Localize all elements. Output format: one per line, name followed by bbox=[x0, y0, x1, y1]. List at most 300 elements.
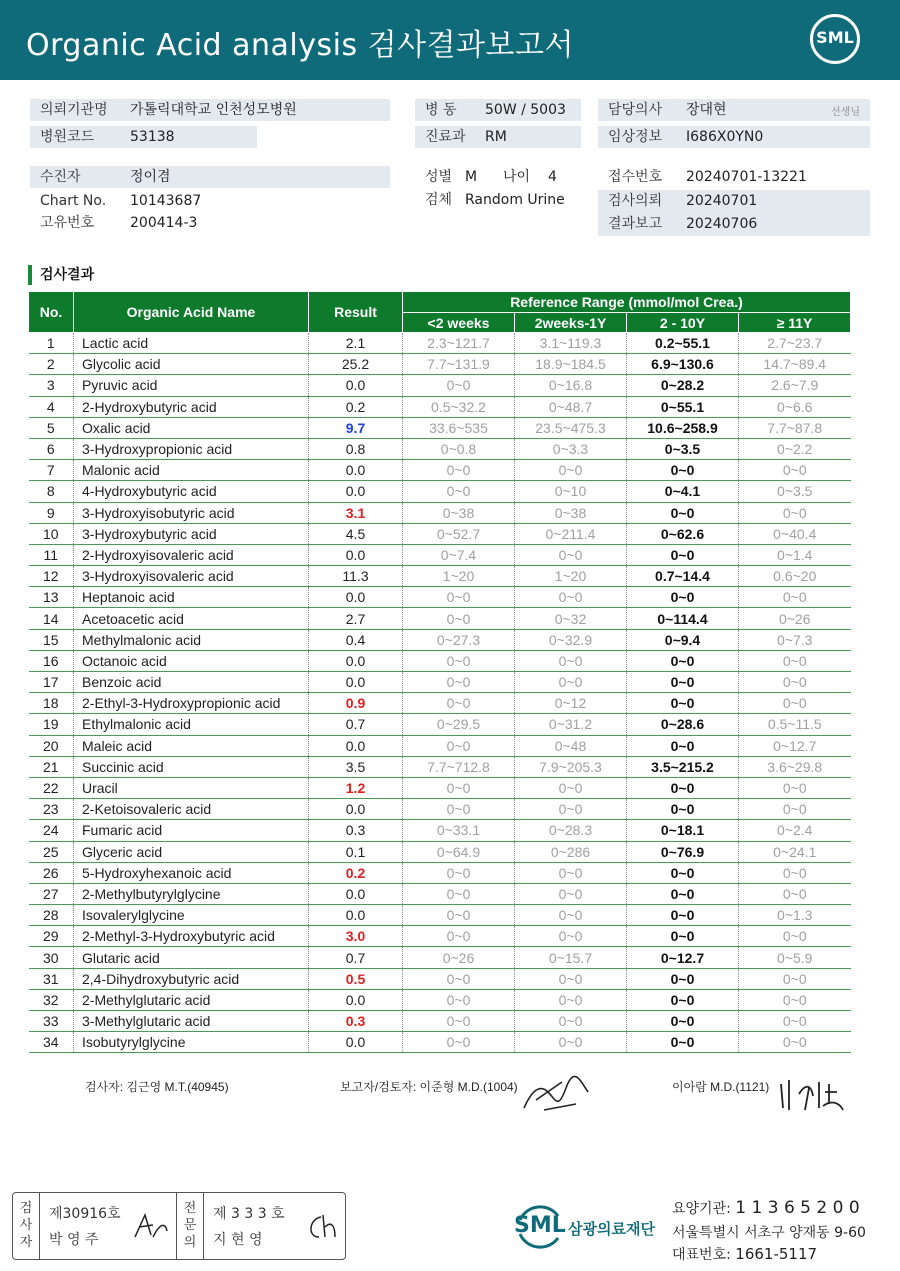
ref-2w-1y: 1~20 bbox=[515, 566, 627, 587]
row-number: 11 bbox=[29, 544, 74, 565]
footer-code-label: 요양기관: bbox=[672, 1201, 731, 1217]
results-table bbox=[28, 291, 851, 1053]
footer-phone-line bbox=[672, 1244, 817, 1264]
result-value: 0.2 bbox=[309, 396, 403, 417]
table-row bbox=[29, 693, 851, 714]
ref-2w-1y: 3.1~119.3 bbox=[515, 333, 627, 354]
footer-org-name: 삼광의료재단 bbox=[568, 1220, 655, 1238]
ref-under-2w: 0~0 bbox=[403, 1032, 515, 1053]
row-number: 23 bbox=[29, 799, 74, 820]
report-title: Organic Acid analysis 검사결과보고서 bbox=[26, 28, 574, 63]
acid-name: Ethylmalonic acid bbox=[74, 714, 309, 735]
age-value: 4 bbox=[548, 169, 557, 185]
ref-11y-plus: 0~24.1 bbox=[739, 841, 851, 862]
table-row bbox=[29, 629, 851, 650]
result-value: 2.1 bbox=[309, 333, 403, 354]
ref-2w-1y: 0~0 bbox=[515, 460, 627, 481]
ref-under-2w: 2.3~121.7 bbox=[403, 333, 515, 354]
ref-11y-plus: 0~6.6 bbox=[739, 396, 851, 417]
ref-11y-plus: 0~5.9 bbox=[739, 947, 851, 968]
ref-under-2w: 0~0 bbox=[403, 862, 515, 883]
sml-logo bbox=[810, 14, 860, 64]
dept-label: 진료과 bbox=[425, 129, 466, 145]
acid-name: Acetoacetic acid bbox=[74, 608, 309, 629]
row-number: 30 bbox=[29, 947, 74, 968]
row-number: 16 bbox=[29, 650, 74, 671]
ref-11y-plus: 0~0 bbox=[739, 693, 851, 714]
ref-11y-plus: 2.6~7.9 bbox=[739, 375, 851, 396]
report-label: 결과보고 bbox=[608, 216, 663, 232]
ref-under-2w: 0~38 bbox=[403, 502, 515, 523]
ref-2-10y: 0~4.1 bbox=[627, 481, 739, 502]
row-number: 27 bbox=[29, 883, 74, 904]
row-number: 2 bbox=[29, 354, 74, 375]
row-number: 6 bbox=[29, 438, 74, 459]
header-result: Result bbox=[309, 292, 403, 333]
request-report-field bbox=[598, 190, 870, 236]
unique-value: 200414-3 bbox=[130, 215, 198, 231]
acid-name: Glycolic acid bbox=[74, 354, 309, 375]
chart-field bbox=[30, 190, 390, 212]
md2-signature-image bbox=[775, 1074, 847, 1114]
ref-under-2w: 0~0 bbox=[403, 608, 515, 629]
ref-2w-1y: 0~3.3 bbox=[515, 438, 627, 459]
report-value: 20240706 bbox=[686, 216, 758, 232]
ref-under-2w: 1~20 bbox=[403, 566, 515, 587]
table-row bbox=[29, 883, 851, 904]
table-row bbox=[29, 968, 851, 989]
acid-name: 2-Ethyl-3-Hydroxypropionic acid bbox=[74, 693, 309, 714]
receipt-value: 20240701-13221 bbox=[686, 169, 807, 185]
ref-under-2w: 0~64.9 bbox=[403, 841, 515, 862]
result-value: 0.0 bbox=[309, 587, 403, 608]
ref-2-10y: 0~76.9 bbox=[627, 841, 739, 862]
result-value: 0.0 bbox=[309, 544, 403, 565]
ref-under-2w: 0~0 bbox=[403, 481, 515, 502]
ref-2w-1y: 0~0 bbox=[515, 926, 627, 947]
acid-name: Malonic acid bbox=[74, 460, 309, 481]
ref-2w-1y: 7.9~205.3 bbox=[515, 756, 627, 777]
ref-under-2w: 33.6~535 bbox=[403, 417, 515, 438]
result-value: 0.0 bbox=[309, 905, 403, 926]
stamp-right-no: 제 3 3 3 호 bbox=[213, 1206, 285, 1222]
table-row bbox=[29, 672, 851, 693]
ref-11y-plus: 2.7~23.7 bbox=[739, 333, 851, 354]
stamp-right-name: 지 현 영 bbox=[213, 1232, 263, 1248]
row-number: 26 bbox=[29, 862, 74, 883]
acid-name: 3-Hydroxybutyric acid bbox=[74, 523, 309, 544]
header-range: <2 weeks bbox=[403, 313, 515, 333]
table-row bbox=[29, 608, 851, 629]
ref-2-10y: 0~18.1 bbox=[627, 820, 739, 841]
ref-2w-1y: 0~15.7 bbox=[515, 947, 627, 968]
result-value: 3.0 bbox=[309, 926, 403, 947]
ref-under-2w: 0~52.7 bbox=[403, 523, 515, 544]
row-number: 21 bbox=[29, 756, 74, 777]
acid-name: 2-Hydroxyisovaleric acid bbox=[74, 544, 309, 565]
row-number: 8 bbox=[29, 481, 74, 502]
ref-2w-1y: 0~0 bbox=[515, 544, 627, 565]
age-label: 나이 bbox=[503, 169, 531, 185]
acid-name: 3-Hydroxyisobutyric acid bbox=[74, 502, 309, 523]
ref-2w-1y: 0~0 bbox=[515, 672, 627, 693]
ref-under-2w: 0~0 bbox=[403, 883, 515, 904]
result-value: 3.5 bbox=[309, 756, 403, 777]
table-row bbox=[29, 417, 851, 438]
acid-name: Isovalerylglycine bbox=[74, 905, 309, 926]
row-number: 18 bbox=[29, 693, 74, 714]
report-header bbox=[0, 0, 900, 80]
ref-2w-1y: 0~0 bbox=[515, 883, 627, 904]
request-label: 검사의뢰 bbox=[608, 193, 663, 209]
acid-name: 2,4-Dihydroxybutyric acid bbox=[74, 968, 309, 989]
receipt-field bbox=[598, 166, 870, 188]
result-value: 1.2 bbox=[309, 777, 403, 798]
stamp-left-no: 제30916호 bbox=[49, 1206, 121, 1222]
row-number: 13 bbox=[29, 587, 74, 608]
ref-2w-1y: 0~10 bbox=[515, 481, 627, 502]
ref-2-10y: 0~0 bbox=[627, 735, 739, 756]
footer-phone-label: 대표번호: bbox=[672, 1247, 731, 1263]
ref-under-2w: 0~0 bbox=[403, 799, 515, 820]
clinical-label: 임상정보 bbox=[608, 129, 663, 145]
ref-2-10y: 0~55.1 bbox=[627, 396, 739, 417]
result-value: 0.2 bbox=[309, 862, 403, 883]
acid-name: Benzoic acid bbox=[74, 672, 309, 693]
row-number: 29 bbox=[29, 926, 74, 947]
table-row bbox=[29, 947, 851, 968]
ref-under-2w: 0~0 bbox=[403, 460, 515, 481]
ref-under-2w: 0~26 bbox=[403, 947, 515, 968]
acid-name: Fumaric acid bbox=[74, 820, 309, 841]
ref-11y-plus: 0~0 bbox=[739, 989, 851, 1010]
table-row bbox=[29, 862, 851, 883]
result-value: 0.7 bbox=[309, 947, 403, 968]
acid-name: Octanoic acid bbox=[74, 650, 309, 671]
specimen-value: Random Urine bbox=[465, 192, 565, 208]
ref-2w-1y: 0~211.4 bbox=[515, 523, 627, 544]
tester-signature-label: 검사자: 김근영 M.T.(40945) bbox=[85, 1080, 229, 1094]
ref-under-2w: 0~0 bbox=[403, 926, 515, 947]
table-row bbox=[29, 544, 851, 565]
request-value: 20240701 bbox=[686, 193, 758, 209]
ward-value: 50W / 5003 bbox=[485, 102, 566, 118]
acid-name: Oxalic acid bbox=[74, 417, 309, 438]
table-row bbox=[29, 735, 851, 756]
doctor-value: 장대현 bbox=[686, 102, 727, 118]
ref-11y-plus: 0~0 bbox=[739, 1011, 851, 1032]
row-number: 22 bbox=[29, 777, 74, 798]
footer-code-line bbox=[672, 1198, 860, 1218]
footer-address: 서울특별시 서초구 양재동 9-60 bbox=[672, 1225, 866, 1241]
table-row bbox=[29, 502, 851, 523]
ref-2-10y: 0~0 bbox=[627, 862, 739, 883]
row-number: 33 bbox=[29, 1011, 74, 1032]
acid-name: Glutaric acid bbox=[74, 947, 309, 968]
result-value: 11.3 bbox=[309, 566, 403, 587]
result-value: 0.3 bbox=[309, 820, 403, 841]
result-value: 0.8 bbox=[309, 438, 403, 459]
acid-name: 2-Hydroxybutyric acid bbox=[74, 396, 309, 417]
table-row bbox=[29, 587, 851, 608]
row-number: 7 bbox=[29, 460, 74, 481]
ref-2w-1y: 0~0 bbox=[515, 989, 627, 1010]
header-range: 2 - 10Y bbox=[627, 313, 739, 333]
table-row bbox=[29, 1011, 851, 1032]
ref-11y-plus: 0~0 bbox=[739, 502, 851, 523]
ref-2-10y: 0~0 bbox=[627, 544, 739, 565]
row-number: 24 bbox=[29, 820, 74, 841]
hospital-code-value: 53138 bbox=[130, 129, 175, 145]
table-row bbox=[29, 926, 851, 947]
ref-2w-1y: 0~48 bbox=[515, 735, 627, 756]
acid-name: 3-Methylglutaric acid bbox=[74, 1011, 309, 1032]
stamp-right-signature bbox=[305, 1211, 341, 1243]
header-name: Organic Acid Name bbox=[74, 292, 309, 333]
acid-name: 3-Hydroxypropionic acid bbox=[74, 438, 309, 459]
acid-name: 2-Ketoisovaleric acid bbox=[74, 799, 309, 820]
table-row bbox=[29, 566, 851, 587]
chart-value: 10143687 bbox=[130, 193, 202, 209]
ref-under-2w: 0~0 bbox=[403, 968, 515, 989]
reporter-signature-label: 보고자/검토자: 이준형 M.D.(1004) bbox=[340, 1080, 518, 1094]
ref-2-10y: 0~0 bbox=[627, 1011, 739, 1032]
verification-stamp bbox=[12, 1192, 346, 1260]
result-value: 0.9 bbox=[309, 693, 403, 714]
ref-2w-1y: 0~38 bbox=[515, 502, 627, 523]
ref-11y-plus: 0~0 bbox=[739, 883, 851, 904]
result-value: 0.3 bbox=[309, 1011, 403, 1032]
ref-2-10y: 0~28.6 bbox=[627, 714, 739, 735]
sex-age-field bbox=[415, 166, 585, 188]
ref-2w-1y: 0~0 bbox=[515, 777, 627, 798]
ref-11y-plus: 0~0 bbox=[739, 926, 851, 947]
ref-2-10y: 0~0 bbox=[627, 672, 739, 693]
result-value: 0.0 bbox=[309, 799, 403, 820]
row-number: 12 bbox=[29, 566, 74, 587]
ref-11y-plus: 0~0 bbox=[739, 650, 851, 671]
footer-phone: 1661-5117 bbox=[735, 1245, 818, 1263]
table-row bbox=[29, 481, 851, 502]
ref-2-10y: 0~0 bbox=[627, 926, 739, 947]
acid-name: Glyceric acid bbox=[74, 841, 309, 862]
ref-2-10y: 0.7~14.4 bbox=[627, 566, 739, 587]
acid-name: 4-Hydroxybutyric acid bbox=[74, 481, 309, 502]
ref-2w-1y: 0~286 bbox=[515, 841, 627, 862]
acid-name: Isobutyrylglycine bbox=[74, 1032, 309, 1053]
ref-11y-plus: 0~40.4 bbox=[739, 523, 851, 544]
row-number: 32 bbox=[29, 989, 74, 1010]
ref-2-10y: 0~12.7 bbox=[627, 947, 739, 968]
acid-name: 2-Methylbutyrylglycine bbox=[74, 883, 309, 904]
ref-2w-1y: 0~0 bbox=[515, 650, 627, 671]
ref-2-10y: 0~0 bbox=[627, 777, 739, 798]
reporter-signature-image bbox=[518, 1070, 593, 1116]
ref-2-10y: 0~0 bbox=[627, 460, 739, 481]
receipt-label: 접수번호 bbox=[608, 169, 663, 185]
table-row bbox=[29, 799, 851, 820]
ref-11y-plus: 0~1.3 bbox=[739, 905, 851, 926]
row-number: 5 bbox=[29, 417, 74, 438]
stamp-right-label-col bbox=[176, 1193, 204, 1259]
ref-2-10y: 10.6~258.9 bbox=[627, 417, 739, 438]
footer-code: 1 1 3 6 5 2 0 0 bbox=[735, 1198, 860, 1218]
result-value: 0.0 bbox=[309, 672, 403, 693]
row-number: 20 bbox=[29, 735, 74, 756]
ref-2w-1y: 0~28.3 bbox=[515, 820, 627, 841]
acid-name: 2-Methyl-3-Hydroxybutyric acid bbox=[74, 926, 309, 947]
result-value: 0.0 bbox=[309, 460, 403, 481]
result-value: 0.4 bbox=[309, 629, 403, 650]
result-value: 2.7 bbox=[309, 608, 403, 629]
header-range: 2weeks-1Y bbox=[515, 313, 627, 333]
patient-label: 수진자 bbox=[40, 169, 81, 185]
institution-value: 가톨릭대학교 인천성모병원 bbox=[130, 102, 297, 118]
row-number: 9 bbox=[29, 502, 74, 523]
acid-name: 2-Methylglutaric acid bbox=[74, 989, 309, 1010]
ref-2w-1y: 0~16.8 bbox=[515, 375, 627, 396]
ref-11y-plus: 7.7~87.8 bbox=[739, 417, 851, 438]
ref-11y-plus: 0~0 bbox=[739, 1032, 851, 1053]
ref-11y-plus: 0~0 bbox=[739, 968, 851, 989]
ref-under-2w: 0~7.4 bbox=[403, 544, 515, 565]
table-row bbox=[29, 396, 851, 417]
chart-label: Chart No. bbox=[40, 193, 107, 209]
ref-under-2w: 0~0 bbox=[403, 777, 515, 798]
ref-under-2w: 0~29.5 bbox=[403, 714, 515, 735]
ref-2-10y: 0~0 bbox=[627, 502, 739, 523]
ref-11y-plus: 0~1.4 bbox=[739, 544, 851, 565]
ref-2-10y: 0~0 bbox=[627, 693, 739, 714]
ref-under-2w: 7.7~712.8 bbox=[403, 756, 515, 777]
row-number: 19 bbox=[29, 714, 74, 735]
specimen-field bbox=[415, 189, 595, 211]
ref-2w-1y: 0~0 bbox=[515, 862, 627, 883]
row-number: 17 bbox=[29, 672, 74, 693]
ref-2-10y: 0~0 bbox=[627, 587, 739, 608]
stamp-right-vertical: 전문의 bbox=[183, 1201, 197, 1250]
sex-label: 성별 bbox=[425, 169, 453, 185]
ref-2w-1y: 0~0 bbox=[515, 1011, 627, 1032]
ref-2-10y: 0~28.2 bbox=[627, 375, 739, 396]
ref-under-2w: 0~0 bbox=[403, 672, 515, 693]
ref-2w-1y: 0~0 bbox=[515, 1032, 627, 1053]
ref-11y-plus: 0~3.5 bbox=[739, 481, 851, 502]
section-title: 검사결과 bbox=[28, 265, 94, 285]
ref-under-2w: 0~0 bbox=[403, 1011, 515, 1032]
result-value: 3.1 bbox=[309, 502, 403, 523]
result-value: 0.0 bbox=[309, 735, 403, 756]
table-row bbox=[29, 841, 851, 862]
table-row bbox=[29, 820, 851, 841]
ref-11y-plus: 0~0 bbox=[739, 672, 851, 693]
result-value: 0.0 bbox=[309, 375, 403, 396]
header-reference-range: Reference Range (mmol/mol Crea.) bbox=[403, 292, 851, 313]
md2-signature-label: 이아람 M.D.(1121) bbox=[672, 1080, 770, 1094]
result-value: 9.7 bbox=[309, 417, 403, 438]
logo-text: SML bbox=[816, 28, 854, 47]
ref-under-2w: 0~0 bbox=[403, 735, 515, 756]
ref-2w-1y: 0~32 bbox=[515, 608, 627, 629]
acid-name: Uracil bbox=[74, 777, 309, 798]
ref-2-10y: 0~0 bbox=[627, 905, 739, 926]
dept-field bbox=[415, 126, 581, 148]
row-number: 34 bbox=[29, 1032, 74, 1053]
row-number: 25 bbox=[29, 841, 74, 862]
ref-under-2w: 0~0 bbox=[403, 650, 515, 671]
ref-under-2w: 0~0 bbox=[403, 693, 515, 714]
ref-11y-plus: 3.6~29.8 bbox=[739, 756, 851, 777]
doctor-label: 담당의사 bbox=[608, 102, 663, 118]
row-number: 4 bbox=[29, 396, 74, 417]
acid-name: Pyruvic acid bbox=[74, 375, 309, 396]
row-number: 10 bbox=[29, 523, 74, 544]
header-no: No. bbox=[29, 292, 74, 333]
ref-2w-1y: 0~48.7 bbox=[515, 396, 627, 417]
acid-name: 3-Hydroxyisovaleric acid bbox=[74, 566, 309, 587]
ref-11y-plus: 0~7.3 bbox=[739, 629, 851, 650]
table-row bbox=[29, 777, 851, 798]
ref-under-2w: 0.5~32.2 bbox=[403, 396, 515, 417]
row-number: 31 bbox=[29, 968, 74, 989]
acid-name: Heptanoic acid bbox=[74, 587, 309, 608]
acid-name: Methylmalonic acid bbox=[74, 629, 309, 650]
ref-2-10y: 0~9.4 bbox=[627, 629, 739, 650]
ref-11y-plus: 0.5~11.5 bbox=[739, 714, 851, 735]
institution-field bbox=[30, 99, 390, 121]
ref-11y-plus: 0~0 bbox=[739, 777, 851, 798]
result-value: 0.7 bbox=[309, 714, 403, 735]
header-range: ≥ 11Y bbox=[739, 313, 851, 333]
acid-name: Lactic acid bbox=[74, 333, 309, 354]
clinical-value: I686X0YN0 bbox=[686, 129, 764, 145]
ref-11y-plus: 0~0 bbox=[739, 799, 851, 820]
table-row bbox=[29, 523, 851, 544]
ref-2w-1y: 0~32.9 bbox=[515, 629, 627, 650]
table-row bbox=[29, 756, 851, 777]
ref-2-10y: 0~114.4 bbox=[627, 608, 739, 629]
ref-2-10y: 0.2~55.1 bbox=[627, 333, 739, 354]
ref-2-10y: 0~0 bbox=[627, 989, 739, 1010]
stamp-left-name: 박 영 주 bbox=[49, 1232, 99, 1248]
result-value: 0.0 bbox=[309, 650, 403, 671]
ref-2w-1y: 0~12 bbox=[515, 693, 627, 714]
acid-name: Succinic acid bbox=[74, 756, 309, 777]
doctor-field bbox=[598, 99, 870, 121]
table-row bbox=[29, 1032, 851, 1053]
ref-11y-plus: 0~0 bbox=[739, 862, 851, 883]
ref-11y-plus: 0~2.2 bbox=[739, 438, 851, 459]
result-value: 0.1 bbox=[309, 841, 403, 862]
unique-field bbox=[30, 212, 390, 234]
result-value: 0.0 bbox=[309, 481, 403, 502]
ref-2-10y: 0~0 bbox=[627, 650, 739, 671]
hospital-code-field bbox=[30, 126, 257, 148]
stamp-left-signature bbox=[131, 1211, 171, 1243]
row-number: 14 bbox=[29, 608, 74, 629]
unique-label: 고유번호 bbox=[40, 215, 95, 231]
ref-under-2w: 7.7~131.9 bbox=[403, 354, 515, 375]
stamp-left-vertical: 검사자 bbox=[19, 1201, 33, 1250]
ref-11y-plus: 14.7~89.4 bbox=[739, 354, 851, 375]
dept-value: RM bbox=[485, 129, 507, 145]
acid-name: Maleic acid bbox=[74, 735, 309, 756]
ref-2w-1y: 0~31.2 bbox=[515, 714, 627, 735]
ward-field bbox=[415, 99, 581, 121]
result-value: 25.2 bbox=[309, 354, 403, 375]
ref-under-2w: 0~33.1 bbox=[403, 820, 515, 841]
clinical-field bbox=[598, 126, 870, 148]
